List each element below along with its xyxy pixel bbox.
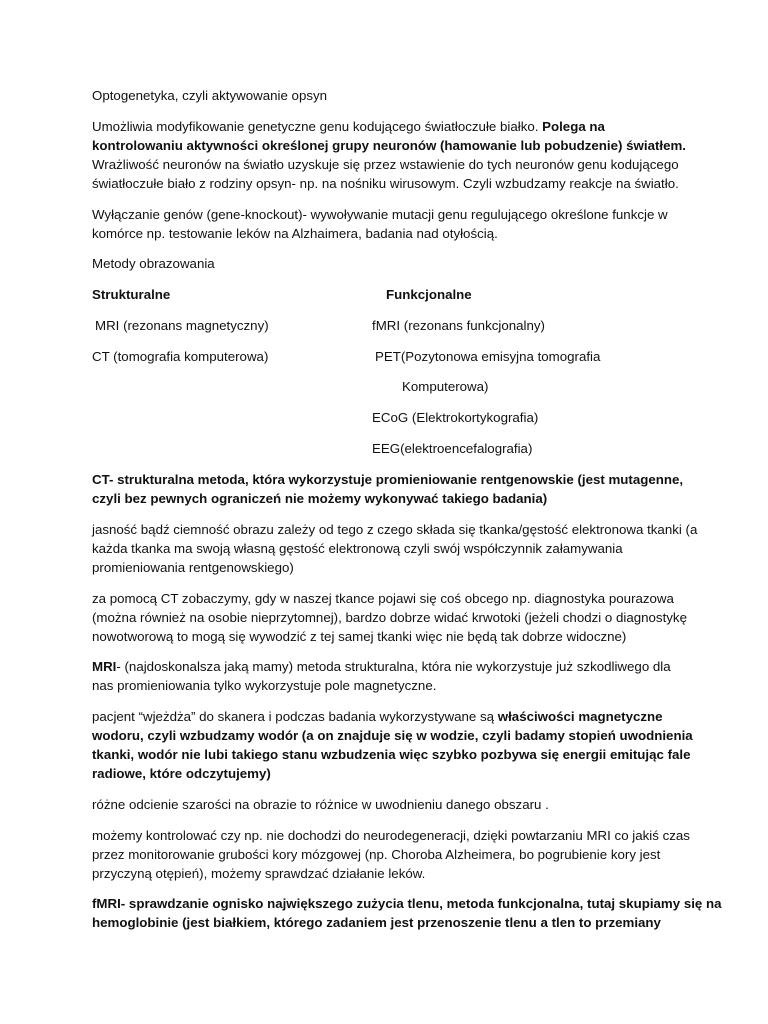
paragraph-line: Wyłączanie genów (gene-knockout)- wywoływanie mutacji genu regulującego określone funkcje w — [92, 207, 668, 222]
paragraph-line: komórce np. testowanie leków na Alzhaimera, badania nad otyłością. — [92, 226, 498, 241]
paragraph-line: przez monitorowanie grubości kory mózgowej (np. Choroba Alzheimera, bo pogrubienie kory jest — [92, 847, 661, 862]
text-run: - (najdoskonalsza jaką mamy) metoda strukturalna, która nie wykorzystuje już szkodliwego dla — [116, 659, 671, 674]
column-header-functional: Funkcjonalne — [386, 287, 472, 302]
document-title: Optogenetyka, czyli aktywowanie opsyn — [92, 88, 328, 103]
paragraph-line — [92, 707, 663, 727]
table-cell: ECoG (Elektrokortykografia) — [372, 410, 539, 425]
paragraph-line: Wrażliwość neuronów na światło uzyskuje się przez wstawienie do tych neuronów genu kodującego — [92, 157, 679, 172]
table-cell: CT (tomografia komputerowa) — [92, 349, 269, 364]
table-cell: MRI (rezonans magnetyczny) — [95, 318, 269, 333]
table-cell: fMRI (rezonans funkcjonalny) — [372, 318, 545, 333]
paragraph-line: tkanki, wodór nie lubi takiego stanu wzbudzenia więc szybko pozbywa się energii emitując fale — [92, 747, 691, 762]
paragraph-line: możemy kontrolować czy np. nie dochodzi do neurodegeneracji, dzięki powtarzaniu MRI co jakiś czas — [92, 828, 690, 843]
table-cell: PET(Pozytonowa emisyjna tomografia — [375, 349, 601, 364]
paragraph-line: jasność bądź ciemność obrazu zależy od tego z czego składa się tkanka/gęstość elektronowa tkanki (a — [92, 522, 698, 537]
table-cell: Komputerowa) — [402, 379, 489, 394]
paragraph-line: za pomocą CT zobaczymy, gdy w naszej tkance pojawi się coś obcego np. diagnostyka pourazowa — [92, 591, 674, 606]
paragraph-line: CT- strukturalna metoda, która wykorzystuje promieniowanie rentgenowskie (jest mutagenne, — [92, 472, 684, 487]
paragraph-line — [92, 117, 605, 137]
text-run: pacjent “wjeżdża” do skanera i podczas badania wykorzystywane są — [92, 709, 498, 724]
paragraph-line: hemoglobinie (jest białkiem, którego zadaniem jest przenoszenie tlenu a tlen to przemiany — [92, 915, 661, 930]
bold-run: właściwości magnetyczne — [497, 709, 663, 724]
bold-run: MRI — [92, 659, 117, 674]
paragraph-line: (można również na osobie nieprzytomnej), bardzo dobrze widać krwotoki (jeżeli chodzi o diagnostykę — [92, 610, 687, 625]
paragraph-line: przyczyną otępień), możemy sprawdzać działanie leków. — [92, 866, 426, 881]
section-heading: Metody obrazowania — [92, 256, 215, 271]
paragraph-line: radiowe, które odczytujemy) — [92, 766, 271, 781]
paragraph-line: różne odcienie szarości na obrazie to różnice w uwodnieniu danego obszaru . — [92, 797, 549, 812]
bold-run: Polega na — [542, 119, 605, 134]
paragraph-line: nowotworową to mogą się wywodzić z tej samej tkanki więc nie będą tak dobrze widoczne) — [92, 629, 627, 644]
paragraph-line: nas promieniowania tylko wykorzystuje pole magnetyczne. — [92, 678, 437, 693]
column-header-structural: Strukturalne — [92, 287, 171, 302]
paragraph-line — [92, 657, 671, 677]
paragraph-line: promieniowania rentgenowskiego) — [92, 560, 294, 575]
paragraph-line: fMRI- sprawdzanie ognisko największego zużycia tlenu, metoda funkcjonalna, tutaj skupiamy się na — [92, 896, 722, 911]
paragraph-line: każda tkanka ma swoją własną gęstość elektronową czyli swój współczynnik załamywania — [92, 541, 623, 556]
text-run: Umożliwia modyfikowanie genetyczne genu kodującego światłoczułe białko. — [92, 119, 543, 134]
paragraph-line: czyli bez pewnych ograniczeń nie możemy wykonywać takiego badania) — [92, 491, 548, 506]
paragraph-line: wodoru, czyli wzbudzamy wodór (a on znajduje się w wodzie, czyli badamy stopień uwodnienia — [92, 728, 693, 743]
paragraph-line: kontrolowaniu aktywności określonej grupy neuronów (hamowanie lub pobudzenie) światłem. — [92, 138, 687, 153]
table-cell: EEG(elektroencefalografia) — [372, 441, 533, 456]
paragraph-line: światłoczułe biało z rodziny opsyn- np. na nośniku wirusowym. Czyli wzbudzamy reakcje na światło. — [92, 176, 679, 191]
